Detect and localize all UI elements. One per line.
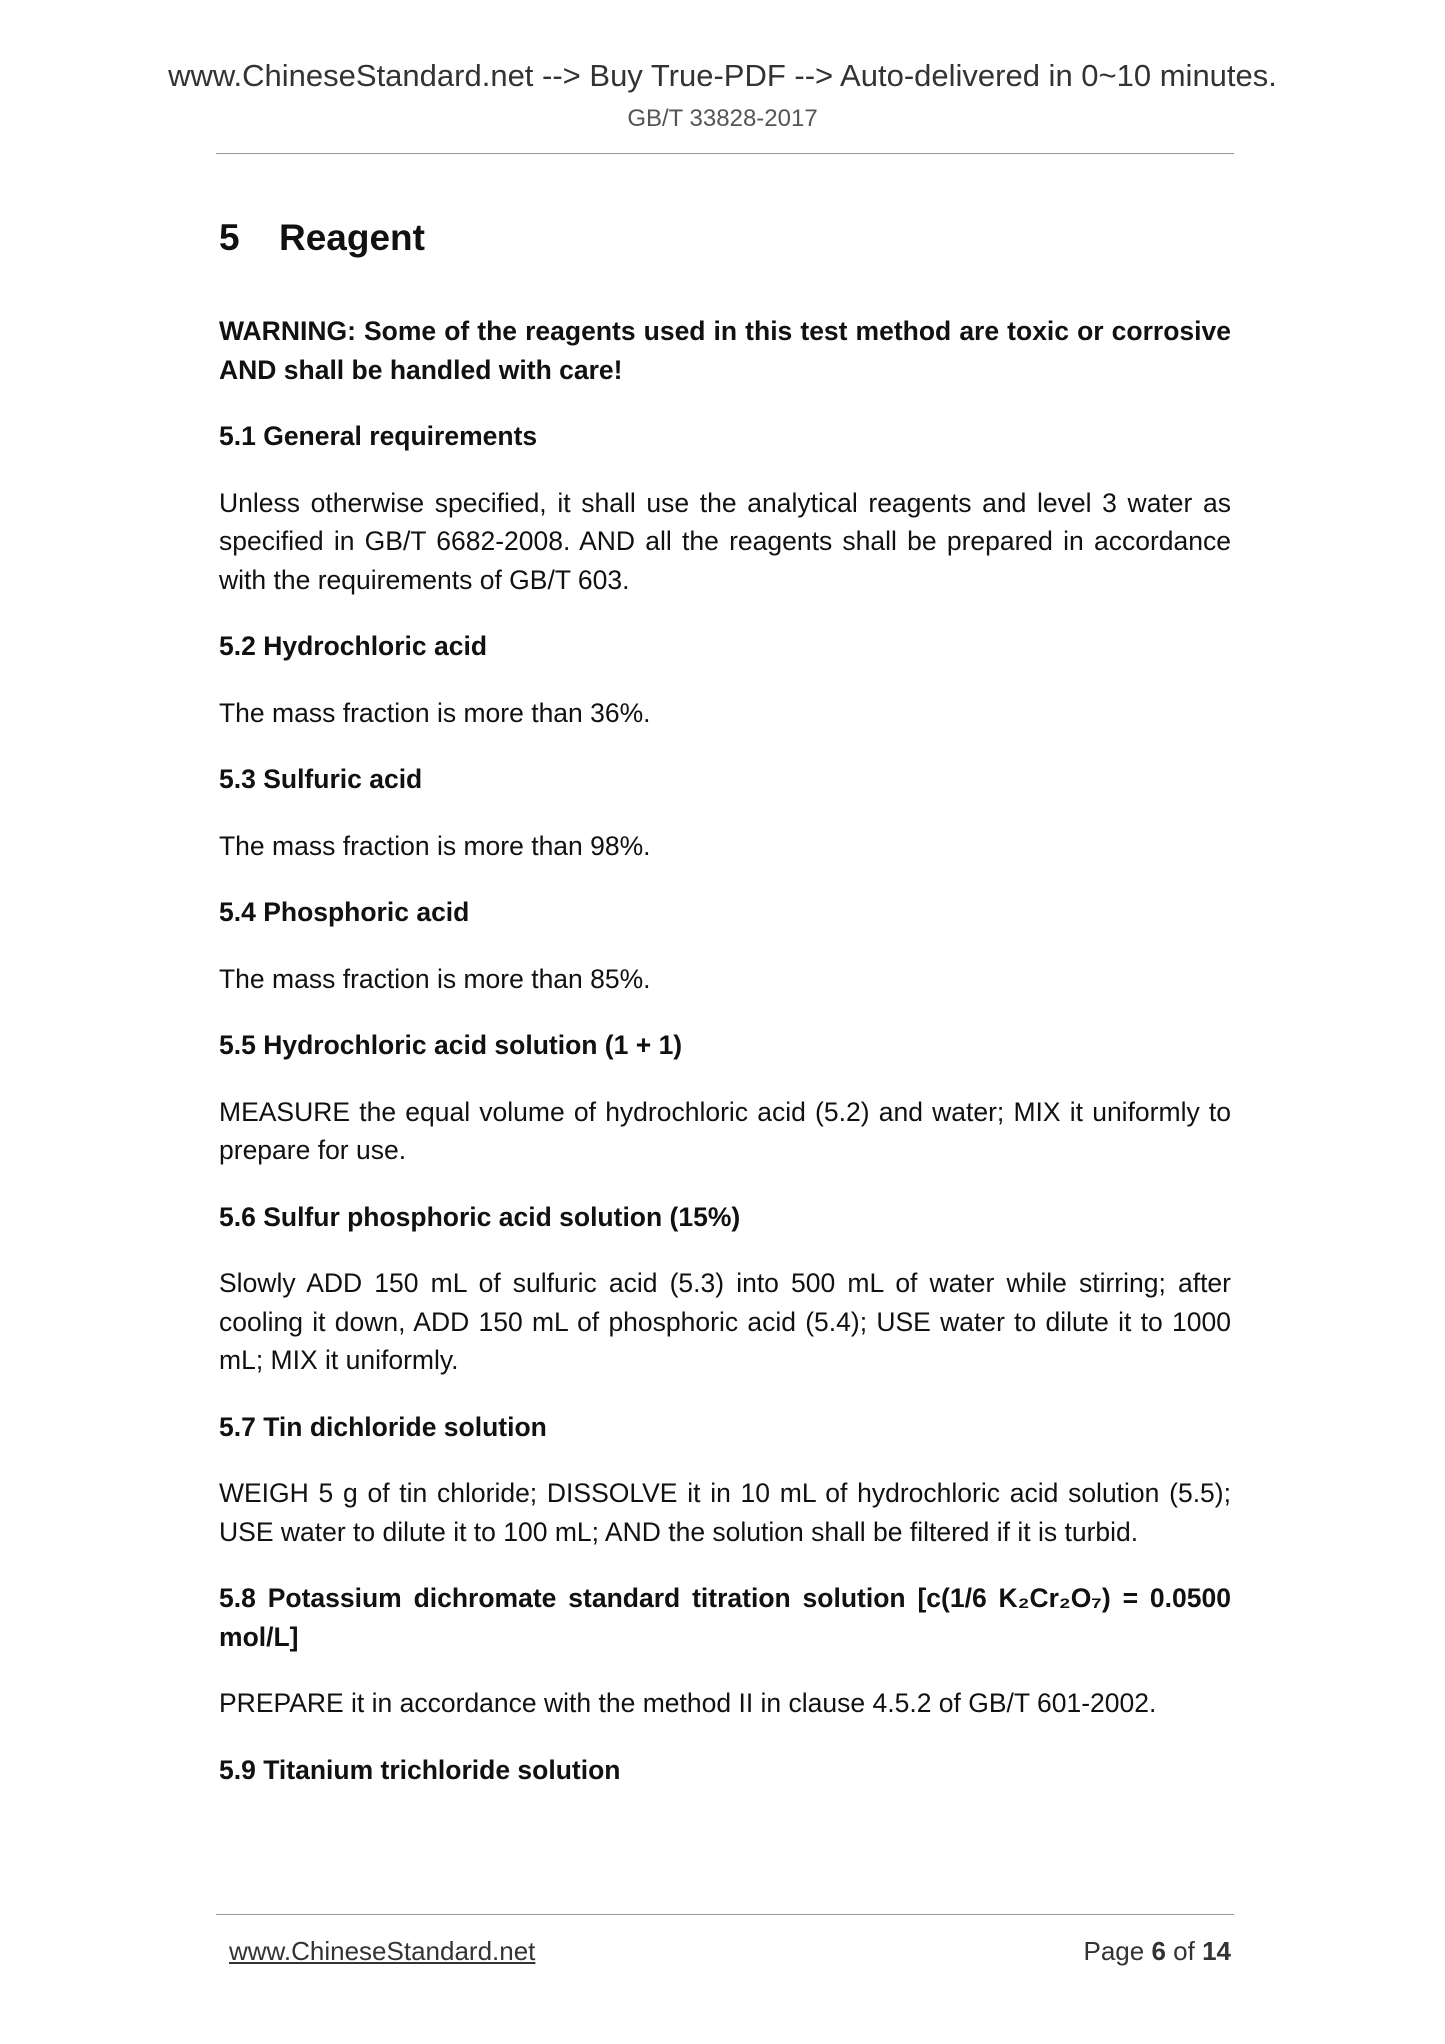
page-body <box>219 205 1231 1817</box>
section-heading <box>219 216 1231 260</box>
clause-body: The mass fraction is more than 36%. <box>219 697 651 728</box>
clause-heading: 5.8 Potassium dichromate standard titration solution [c(1/6 K₂Cr₂O₇) = 0.0500 mol/L] <box>219 1583 1231 1652</box>
clause-body: PREPARE it in accordance with the method II in clause 4.5.2 of GB/T 601-2002. <box>219 1688 1157 1718</box>
footer-divider <box>216 1914 1234 1915</box>
clause-body: Unless otherwise specified, it shall use the analytical reagents and level 3 water as specified in GB/T 6682-2008. AND all the reagents shall be prepared in accordance with the requirements of GB/T 603. <box>219 487 1231 595</box>
clause-heading: 5.9 Titanium trichloride solution <box>219 1754 621 1785</box>
clause-body: The mass fraction is more than 98%. <box>219 830 651 861</box>
page-number <box>1083 1934 1231 1968</box>
clause-body: MEASURE the equal volume of hydrochloric acid (5.2) and water; MIX it uniformly to prepare for use. <box>219 1096 1231 1165</box>
clause-body: The mass fraction is more than 85%. <box>219 963 651 994</box>
page-current: 6 <box>1151 1936 1166 1966</box>
clause-body: WEIGH 5 g of tin chloride; DISSOLVE it in 10 mL of hydrochloric acid solution (5.5); USE water to dilute it to 100 mL; AND the solution shall be filtered if it is turbid. <box>219 1478 1231 1547</box>
section-number: 5 <box>219 217 240 258</box>
clause-heading: 5.6 Sulfur phosphoric acid solution (15%) <box>219 1201 741 1232</box>
warning-text: WARNING: Some of the reagents used in this test method are toxic or corrosive AND shall be handled with care! <box>219 316 1231 385</box>
page-of: of <box>1173 1936 1195 1966</box>
document-id: GB/T 33828-2017 <box>627 105 818 132</box>
clause-heading: 5.4 Phosphoric acid <box>219 897 470 927</box>
clause-heading: 5.2 Hydrochloric acid <box>219 631 488 661</box>
clause-heading: 5.5 Hydrochloric acid solution (1 + 1) <box>219 1030 683 1060</box>
page-prefix: Page <box>1083 1936 1145 1966</box>
section-title: Reagent <box>279 217 425 258</box>
page-total: 14 <box>1202 1936 1231 1966</box>
clause-heading: 5.7 Tin dichloride solution <box>219 1411 547 1442</box>
clause-body: Slowly ADD 150 mL of sulfuric acid (5.3) into 500 mL of water while stirring; after cooling it down, ADD 150 mL of phosphoric acid (5.4); USE water to dilute it to 1000 mL; MIX it uniformly. <box>219 1268 1231 1375</box>
source-banner: www.ChineseStandard.net --> Buy True-PDF --> Auto-delivered in 0~10 minutes. <box>168 58 1277 93</box>
header-divider <box>216 153 1234 154</box>
clause-heading: 5.3 Sulfuric acid <box>219 764 423 794</box>
clause-heading: 5.1 General requirements <box>219 421 538 451</box>
footer-website-link[interactable]: www.ChineseStandard.net <box>229 1936 536 1966</box>
